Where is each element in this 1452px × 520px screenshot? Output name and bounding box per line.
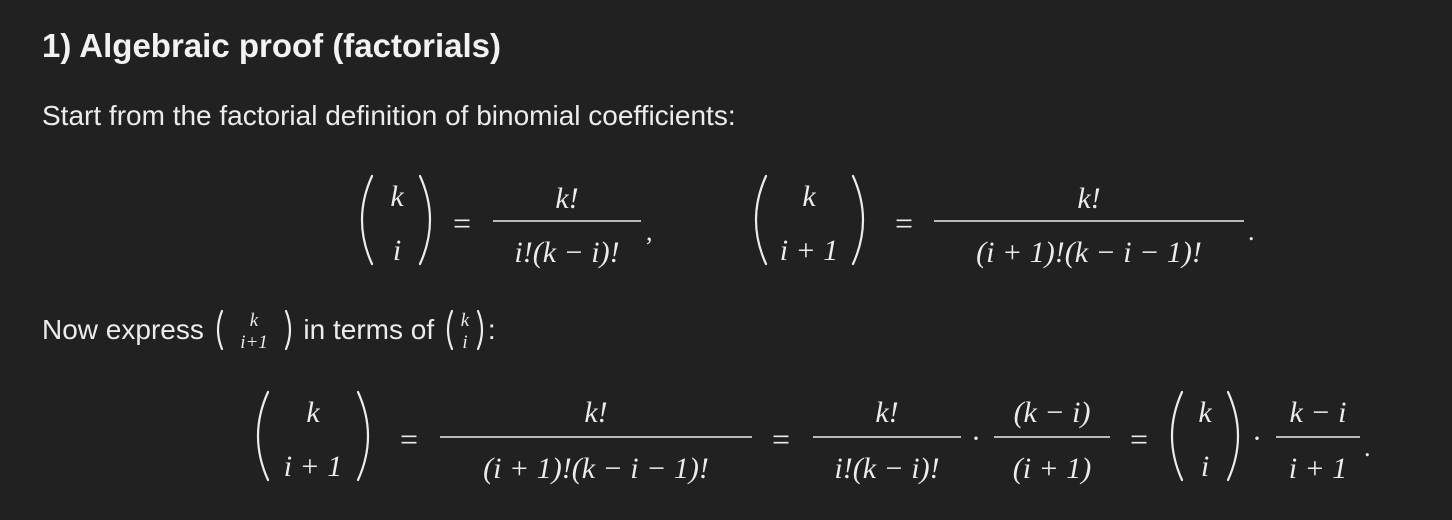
binom-top: k (1198, 396, 1212, 429)
right-paren (286, 311, 290, 349)
binom-top: k (306, 396, 320, 429)
fraction-denominator: i!(k − i)! (834, 452, 940, 485)
intro-paragraph: Start from the factorial definition of binomial coefficients: (42, 100, 736, 131)
fraction-numerator: (k − i) (1013, 396, 1091, 429)
fraction-denominator: (i + 1)!(k − i − 1)! (976, 236, 1202, 269)
transition-colon: : (487, 314, 496, 345)
fraction-denominator: (i + 1) (1012, 452, 1092, 485)
transition-text-before: Now express (42, 314, 204, 345)
binom-bottom: i (392, 234, 402, 267)
equals-sign: = (1129, 421, 1149, 457)
comma: , (646, 217, 653, 246)
fraction-numerator: k! (555, 182, 579, 215)
fraction-denominator: i!(k − i)! (514, 236, 620, 269)
transition-paragraph (42, 308, 496, 352)
period: . (1248, 217, 1255, 246)
equals-sign: = (452, 205, 472, 241)
binom-bottom: i (1200, 450, 1210, 483)
section-heading: 1) Algebraic proof (factorials) (42, 27, 502, 64)
equation-derivation (0, 384, 1452, 496)
equals-sign: = (894, 205, 914, 241)
transition-text-middle: in terms of (303, 314, 435, 345)
right-paren (1228, 392, 1238, 480)
left-paren (362, 176, 372, 264)
binom-bottom: i+1 (239, 332, 268, 352)
binom-bottom: i (462, 332, 468, 352)
fraction-numerator: k! (584, 396, 608, 429)
fraction-numerator: k! (1077, 182, 1101, 215)
binom-top: k (460, 310, 470, 331)
period: . (1364, 433, 1371, 462)
fraction-denominator: i + 1 (1288, 452, 1348, 485)
left-paren (1172, 392, 1182, 480)
right-paren (478, 311, 482, 349)
fraction-denominator: (i + 1)!(k − i − 1)! (483, 452, 709, 485)
binom-top: k (802, 180, 816, 213)
left-paren (756, 176, 766, 264)
left-paren (218, 311, 222, 349)
left-paren (258, 392, 268, 480)
equals-sign: = (771, 421, 791, 457)
binom-top: k (249, 310, 258, 331)
binom-top: k (390, 180, 404, 213)
multiplication-dot: · (971, 422, 981, 455)
right-paren (853, 176, 863, 264)
right-paren (358, 392, 368, 480)
inline-binom-k-over-i-plus-1 (212, 308, 296, 352)
fraction-numerator: k! (875, 396, 899, 429)
inline-binom-k-over-i (442, 308, 488, 352)
right-paren (420, 176, 430, 264)
left-paren (448, 311, 452, 349)
multiplication-dot: · (1252, 422, 1262, 455)
equals-sign: = (399, 421, 419, 457)
binom-bottom: i + 1 (779, 234, 839, 267)
binom-bottom: i + 1 (283, 450, 343, 483)
fraction-numerator: k − i (1289, 396, 1347, 429)
equation-definitions (0, 168, 1452, 278)
